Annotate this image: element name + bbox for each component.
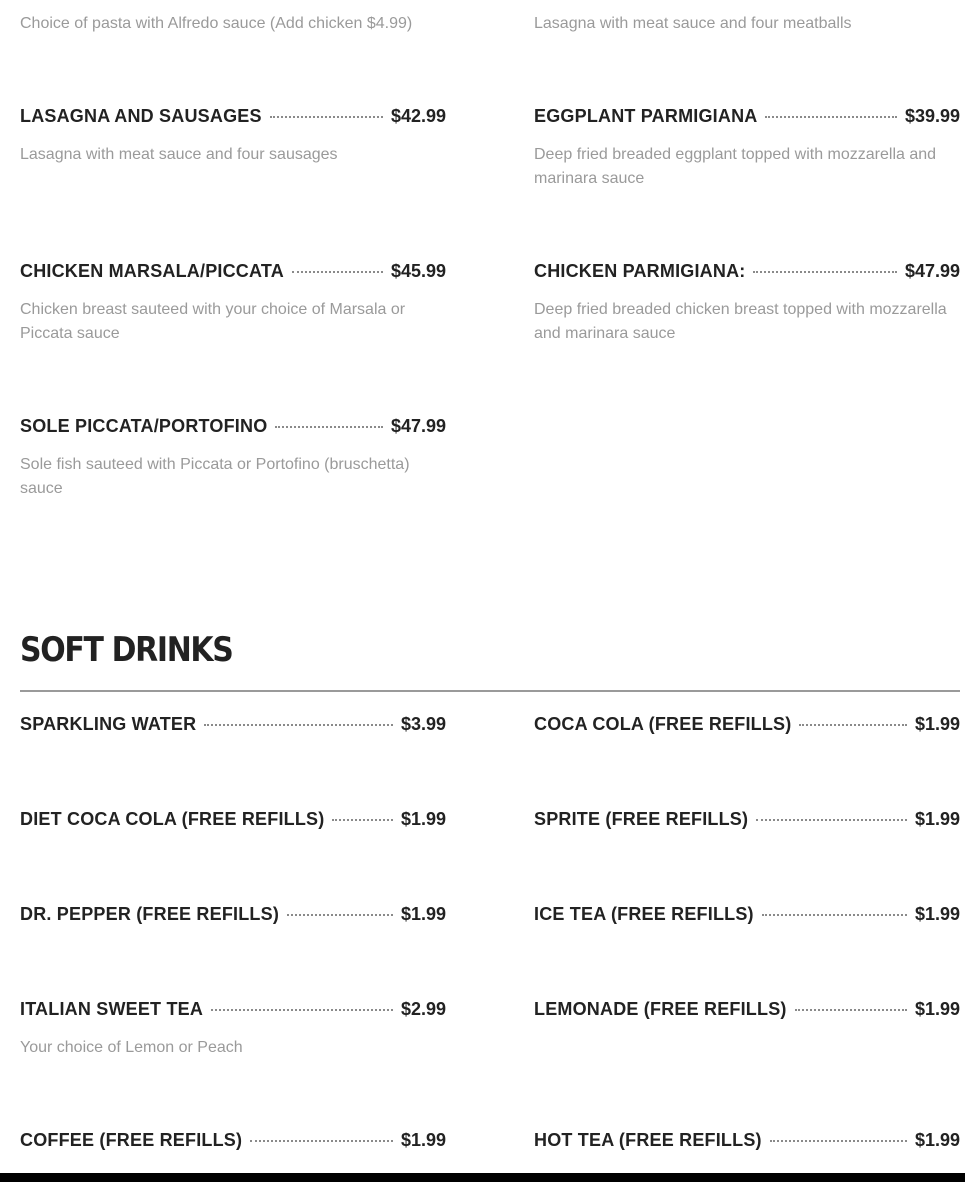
menu-item-name: DR. PEPPER (FREE REFILLS) [20, 904, 280, 924]
menu-item-price: $39.99 [904, 106, 960, 126]
menu-item-price: $47.99 [390, 416, 446, 436]
menu-item-chicken-parmigiana [534, 261, 960, 285]
description-line: marinara sauce [534, 170, 645, 187]
menu-item-description [20, 143, 446, 167]
section-divider [20, 690, 960, 692]
menu-item-sparkling-water [20, 714, 446, 738]
menu-item-name: SOLE PICCATA/PORTOFINO [20, 416, 268, 436]
menu-item-coffee [20, 1130, 446, 1154]
menu-item-name: LASAGNA AND SAUSAGES [20, 106, 262, 126]
menu-item-description [20, 298, 446, 346]
menu-item-description: Choice of pasta with Alfredo sauce (Add chicken $4.99) [20, 15, 413, 32]
dot-leader [275, 426, 383, 428]
menu-item-diet-coca-cola [20, 809, 446, 833]
menu-item-name: COCA COLA (FREE REFILLS) [534, 714, 792, 734]
menu-item-italian-sweet-tea [20, 999, 446, 1023]
menu-item-lemonade [534, 999, 960, 1023]
menu-item-name: COFFEE (FREE REFILLS) [20, 1130, 243, 1150]
dot-leader [250, 1140, 393, 1142]
menu-item-price: $1.99 [914, 904, 960, 924]
menu-item-name: ICE TEA (FREE REFILLS) [534, 904, 754, 924]
menu-item-price: $2.99 [400, 999, 446, 1019]
menu-item-name: SPARKLING WATER [20, 714, 197, 734]
menu-item-dr-pepper [20, 904, 446, 928]
menu-item-name: EGGPLANT PARMIGIANA [534, 106, 758, 126]
menu-item-description: Lasagna with meat sauce and four meatballs [534, 15, 852, 32]
dot-leader [770, 1140, 907, 1142]
menu-item-name: SPRITE (FREE REFILLS) [534, 809, 749, 829]
menu-item-price: $1.99 [914, 714, 960, 734]
menu-item-sole-piccata-portofino [20, 416, 446, 440]
dot-leader [753, 271, 896, 273]
menu-item-price: $1.99 [914, 809, 960, 829]
menu-item-price: $1.99 [400, 809, 446, 829]
menu-item-price: $1.99 [914, 1130, 960, 1150]
menu-item-name: ITALIAN SWEET TEA [20, 999, 204, 1019]
description-line: sauce [20, 480, 63, 497]
menu-item-eggplant-parmigiana [534, 106, 960, 130]
description-line: Sole fish sauteed with Piccata or Portofino (bruschetta) [20, 456, 410, 473]
menu-item-sprite [534, 809, 960, 833]
menu-item-name: DIET COCA COLA (FREE REFILLS) [20, 809, 325, 829]
dot-leader [211, 1009, 393, 1011]
menu-item-chicken-marsala-piccata [20, 261, 446, 285]
menu-item-price: $45.99 [390, 261, 446, 281]
dot-leader [287, 914, 393, 916]
menu-item-hot-tea [534, 1130, 960, 1154]
description-line: Piccata sauce [20, 325, 120, 342]
description-line: and marinara sauce [534, 325, 676, 342]
description-line: Lasagna with meat sauce and four sausages [20, 146, 338, 163]
dot-leader [292, 271, 383, 273]
menu-item-name: LEMONADE (FREE REFILLS) [534, 999, 787, 1019]
dot-leader [204, 724, 393, 726]
menu-item-price: $3.99 [400, 714, 446, 734]
menu-item-name: CHICKEN PARMIGIANA: [534, 261, 746, 281]
menu-item-coca-cola [534, 714, 960, 738]
menu-item-description [534, 298, 960, 346]
dot-leader [756, 819, 907, 821]
section-title-soft-drinks: SOFT DRINKS [20, 630, 233, 670]
menu-item-ice-tea [534, 904, 960, 928]
menu-item-name: HOT TEA (FREE REFILLS) [534, 1130, 762, 1150]
menu-item-price: $47.99 [904, 261, 960, 281]
menu-item-price: $1.99 [400, 1130, 446, 1150]
menu-item-description [20, 453, 446, 501]
description-line: Chicken breast sauteed with your choice of Marsala or [20, 301, 406, 318]
dot-leader [762, 914, 907, 916]
dot-leader [765, 116, 896, 118]
menu-item-price: $42.99 [390, 106, 446, 126]
menu-item-price: $1.99 [400, 904, 446, 924]
footer-bar [0, 1173, 965, 1182]
menu-item-name: CHICKEN MARSALA/PICCATA [20, 261, 284, 281]
dot-leader [795, 1009, 907, 1011]
dot-leader [799, 724, 907, 726]
menu-item-description: Your choice of Lemon or Peach [20, 1039, 243, 1056]
description-line: Deep fried breaded eggplant topped with mozzarella and [534, 146, 937, 163]
dot-leader [332, 819, 393, 821]
menu-item-description [534, 143, 960, 191]
dot-leader [270, 116, 383, 118]
menu-item-lasagna-and-sausages [20, 106, 446, 130]
menu-item-price: $1.99 [914, 999, 960, 1019]
description-line: Deep fried breaded chicken breast topped with mozzarella [534, 301, 947, 318]
